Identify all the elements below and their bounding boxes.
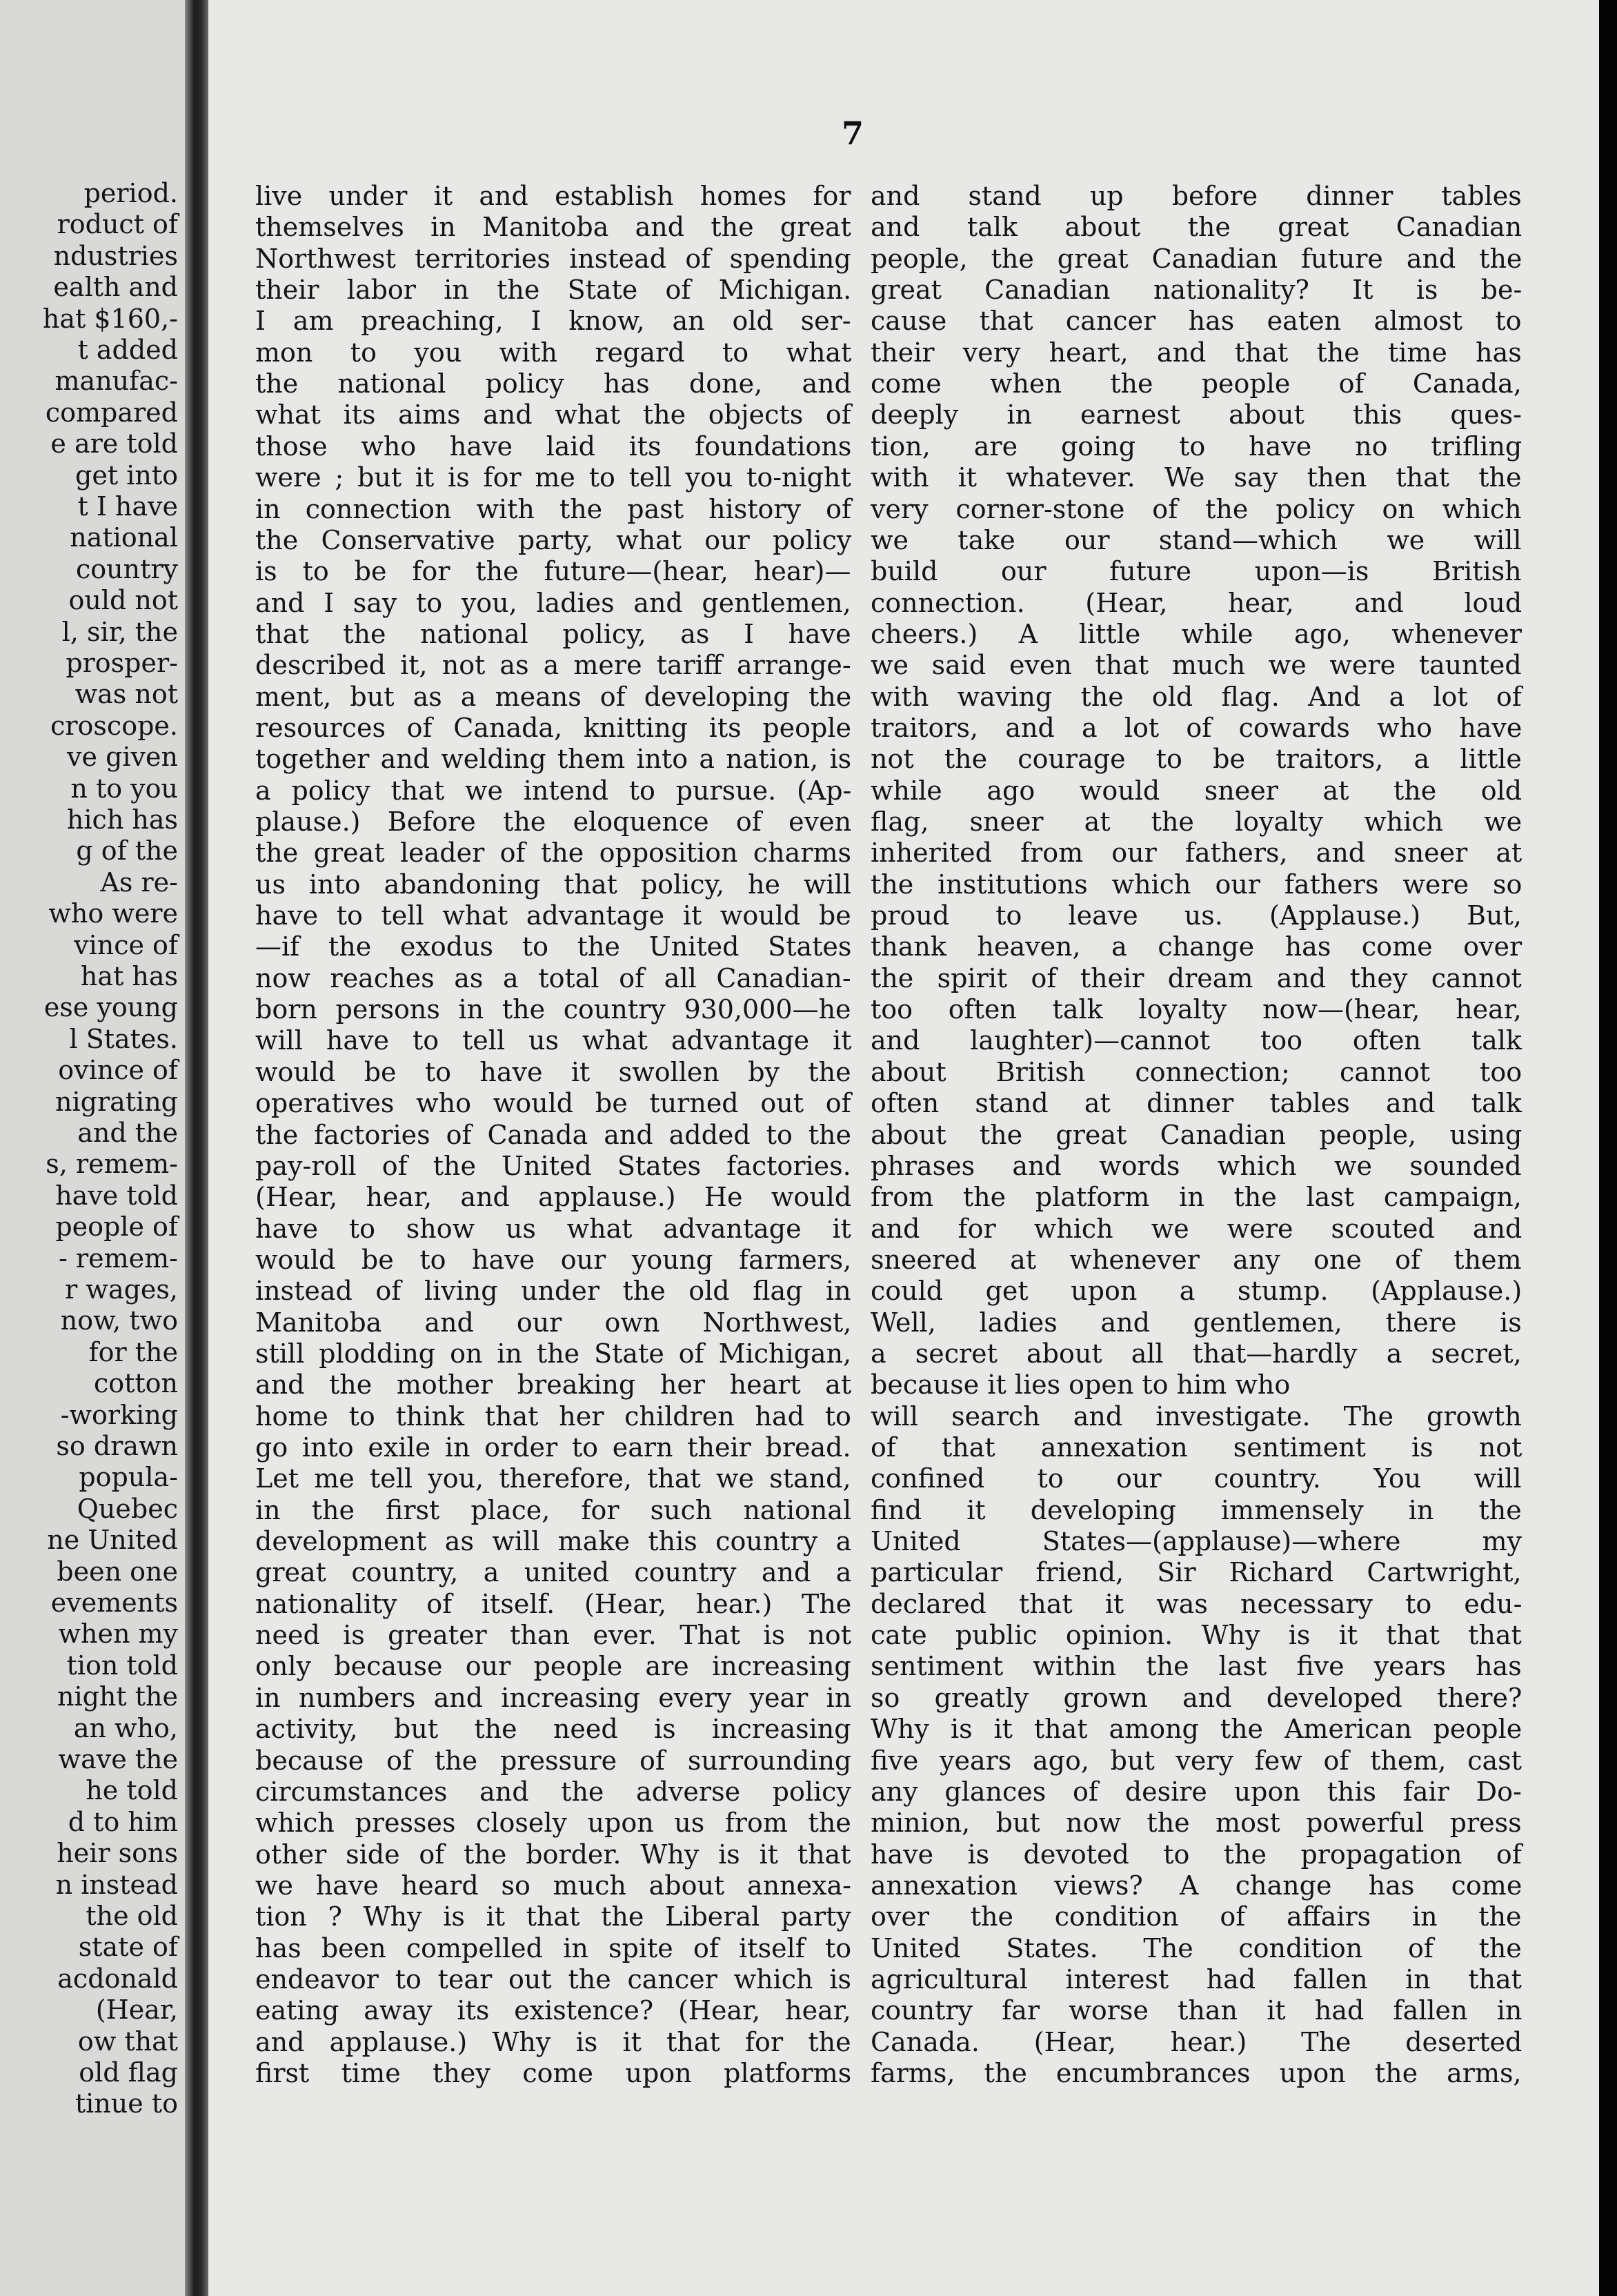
text-line: t added [77, 335, 178, 365]
text-line: which presses closely upon us from the [255, 1808, 851, 1838]
text-line: ow that [77, 2026, 178, 2057]
text-line: in connection with the past history of [255, 494, 852, 524]
text-line: go into exile in order to earn their bread. [255, 1432, 851, 1463]
text-line: compared [45, 397, 178, 428]
text-line: people, the great Canadian future and the [871, 244, 1522, 274]
text-line: with it whatever. We say then that the [871, 462, 1522, 493]
text-line: about British connection; cannot too [871, 1057, 1522, 1087]
text-line: period. [83, 178, 178, 208]
text-line: their labor in the State of Michigan. [255, 275, 852, 305]
text-line: ould not [68, 585, 178, 615]
text-line: have to show us what advantage it [255, 1214, 851, 1244]
previous-page [0, 0, 185, 2296]
text-line: farms, the encumbrances upon the arms, [871, 2058, 1522, 2088]
text-line: proud to leave us. (Applause.) But, [871, 900, 1522, 931]
text-line: live under it and establish homes for [255, 181, 851, 211]
text-line: the old [86, 1901, 178, 1931]
text-line: and the [77, 1118, 178, 1148]
text-line: because of the pressure of surrounding [255, 1745, 852, 1776]
text-line: and talk about the great Canadian [871, 212, 1522, 242]
text-line: sneered at whenever any one of them [871, 1245, 1522, 1275]
text-line: would be to have our young farmers, [255, 1245, 852, 1275]
text-line: born persons in the country 930,000—he [255, 994, 851, 1025]
text-line: about the great Canadian people, using [871, 1120, 1522, 1150]
text-line: plause.) Before the eloquence of even [255, 806, 852, 837]
text-line: inherited from our fathers, and sneer at [871, 838, 1522, 868]
text-line: manufac- [54, 366, 178, 396]
text-line: would be to have it swollen by the [255, 1057, 851, 1087]
text-line: and for which we were scouted and [871, 1214, 1522, 1244]
text-line: when my [58, 1619, 178, 1649]
text-line: that the national policy, as I have [255, 619, 851, 649]
text-line: evements [50, 1587, 178, 1618]
text-line: and the mother breaking her heart at [255, 1369, 852, 1400]
text-line: first time they come upon platforms [255, 2058, 852, 2088]
text-line: together and welding them into a nation, is [255, 744, 852, 774]
text-line: cotton [93, 1368, 178, 1398]
text-line: l, sir, the [61, 617, 178, 647]
text-line: resources of Canada, knitting its people [255, 713, 851, 743]
text-line: Canada. (Hear, hear.) The deserted [871, 2027, 1522, 2057]
text-line: the national policy has done, and [255, 368, 851, 399]
text-line: us into abandoning that policy, he will [255, 869, 851, 900]
text-line: mon to you with regard to what [255, 337, 852, 368]
page [208, 0, 1599, 2296]
text-line: flag, sneer at the loyalty which we [871, 806, 1522, 837]
text-line: were ; but it is for me to tell you to-night [255, 462, 851, 493]
text-line: only because our people are increasing [255, 1651, 851, 1681]
text-line: and applause.) Why is it that for the [255, 2027, 851, 2057]
text-line: need is greater than ever. That is not [255, 1620, 851, 1650]
text-line: d to him [68, 1807, 178, 1837]
text-line: ovince of [58, 1055, 178, 1085]
text-line: pay-roll of the United States factories. [255, 1151, 851, 1181]
text-line: Well, ladies and gentlemen, there is [871, 1307, 1522, 1338]
text-line: home to think that her children had to [255, 1401, 851, 1432]
text-line: United States—(applause)—where my [871, 1526, 1522, 1556]
text-line: the factories of Canada and added to the [255, 1120, 852, 1150]
text-line: tion told [66, 1650, 178, 1681]
text-line: (Hear, [95, 1995, 178, 2025]
book-gutter [185, 0, 208, 2296]
text-line: the Conservative party, what our policy [255, 525, 852, 555]
text-line: popula- [79, 1462, 178, 1492]
text-line: any glances of desire upon this fair Do- [871, 1777, 1522, 1807]
text-line: circumstances and the adverse policy [255, 1777, 851, 1807]
text-line: will have to tell us what advantage it [255, 1025, 852, 1056]
text-line: described it, not as a mere tariff arrange- [255, 650, 851, 680]
text-line: in the first place, for such national [255, 1495, 852, 1525]
text-line: Northwest territories instead of spending [255, 244, 851, 274]
text-line: declared that it was necessary to edu- [871, 1589, 1522, 1619]
text-line: we take our stand—which we will [871, 525, 1522, 555]
text-line: heir sons [57, 1838, 178, 1868]
text-line: I am preaching, I know, an old ser- [255, 306, 851, 336]
text-line: so greatly grown and developed there? [871, 1683, 1522, 1713]
text-line: a policy that we intend to pursue. (Ap- [255, 775, 852, 806]
text-line: very corner-stone of the policy on which [871, 494, 1522, 524]
text-line: tion, are going to have no trifling [871, 431, 1522, 462]
text-line: has been compelled in spite of itself to [255, 1933, 852, 1963]
text-line: we said even that much we were taunted [871, 650, 1522, 680]
text-line: an who, [73, 1713, 178, 1743]
text-line: confined to our country. You will [871, 1463, 1522, 1494]
text-line: tion ? Why is it that the Liberal party [255, 1901, 851, 1932]
text-line: state of [78, 1932, 178, 1962]
text-line: (Hear, hear, and applause.) He would [255, 1182, 852, 1212]
text-line: the great leader of the opposition charms [255, 838, 851, 868]
text-line: deeply in earnest about this ques- [871, 399, 1522, 430]
text-line: other side of the border. Why is it that [255, 1839, 851, 1870]
page-edge [1599, 0, 1617, 2296]
text-line: wave the [58, 1744, 178, 1774]
text-line: nigrating [55, 1087, 178, 1117]
text-line: n instead [55, 1870, 178, 1900]
text-line: themselves in Manitoba and the great [255, 212, 851, 242]
text-line: g of the [76, 835, 178, 866]
text-line: e are told [50, 428, 178, 459]
text-line: cate public opinion. Why is it that that [871, 1620, 1522, 1650]
text-line: r wages, [65, 1274, 178, 1305]
text-line: activity, but the need is increasing [255, 1714, 851, 1744]
text-line: Quebec [77, 1494, 178, 1524]
text-line: and I say to you, ladies and gentlemen, [255, 588, 851, 618]
text-line: night the [57, 1681, 178, 1712]
text-line: s, remem- [46, 1149, 178, 1179]
text-line: United States. The condition of the [871, 1933, 1522, 1963]
text-line: their very heart, and that the time has [871, 337, 1522, 368]
text-line: what its aims and what the objects of [255, 399, 851, 430]
text-line: over the condition of affairs in the [871, 1901, 1522, 1932]
text-line: now reaches as a total of all Canadian- [255, 963, 851, 993]
text-line: prosper- [66, 648, 178, 678]
text-line: great Canadian nationality? It is be- [871, 275, 1522, 305]
text-line: - remem- [59, 1243, 178, 1274]
text-line: hat has [80, 961, 178, 991]
text-line: build our future upon—is British [871, 556, 1522, 586]
text-line: particular friend, Sir Richard Cartwright, [871, 1557, 1522, 1587]
text-line: national [70, 522, 178, 553]
text-line: for the [88, 1337, 178, 1367]
text-line: ese young [43, 992, 178, 1022]
text-line: too often talk loyalty now—(hear, hear, [871, 994, 1522, 1025]
text-line: sentiment within the last five years has [871, 1651, 1522, 1681]
text-line: who were [48, 898, 178, 929]
text-line: country [75, 554, 178, 584]
text-line: was not [75, 679, 178, 709]
text-line: cheers.) A little while ago, whenever [871, 619, 1522, 649]
text-line: agricultural interest had fallen in that [871, 1964, 1522, 1995]
text-line: hat $160,- [42, 304, 178, 334]
text-line: and stand up before dinner tables [871, 181, 1522, 211]
text-line: croscope. [50, 711, 178, 741]
text-line: minion, but now the most powerful press [871, 1808, 1522, 1838]
text-line: ndustries [53, 241, 178, 271]
text-line: traitors, and a lot of cowards who have [871, 713, 1522, 743]
text-line: still plodding on in the State of Michigan, [255, 1338, 852, 1369]
text-line: connection. (Hear, hear, and loud [871, 588, 1522, 618]
text-line: so drawn [56, 1431, 178, 1461]
text-line: great country, a united country and a [255, 1557, 852, 1587]
text-line: not the courage to be traitors, a little [871, 744, 1522, 774]
text-line: get into [75, 460, 178, 491]
text-line: roduct of [57, 209, 178, 239]
text-line: thank heaven, a change has come over [871, 931, 1522, 962]
text-line: come when the people of Canada, [871, 368, 1522, 399]
text-line: old flag [79, 2057, 178, 2088]
text-line: instead of living under the old flag in [255, 1276, 851, 1306]
text-line: operatives who would be turned out of [255, 1088, 851, 1118]
text-line: from the platform in the last campaign, [871, 1182, 1522, 1212]
text-line: ne United [47, 1525, 178, 1555]
text-line: Why is it that among the American people [871, 1714, 1522, 1744]
text-line: people of [55, 1211, 178, 1242]
text-line: he told [86, 1775, 178, 1805]
text-line: t I have [77, 491, 178, 522]
text-line: often stand at dinner tables and talk [871, 1088, 1522, 1118]
text-line: Let me tell you, therefore, that we stand, [255, 1463, 851, 1494]
text-line: nationality of itself. (Hear, hear.) The [255, 1589, 852, 1619]
text-line: acdonald [57, 1963, 178, 1994]
text-line: and laughter)—cannot too often talk [871, 1025, 1522, 1056]
text-line: of that annexation sentiment is not [871, 1432, 1522, 1463]
text-line: those who have laid its foundations [255, 431, 852, 462]
text-line: phrases and words which we sounded [871, 1151, 1522, 1181]
text-line: eating away its existence? (Hear, hear, [255, 1995, 851, 2026]
text-line: cause that cancer has eaten almost to [871, 306, 1522, 336]
text-line: -working [60, 1400, 178, 1430]
text-line: been one [57, 1556, 178, 1587]
text-line: annexation views? A change has come [871, 1870, 1522, 1901]
text-line: ment, but as a means of developing the [255, 682, 852, 712]
text-line: we have heard so much about annexa- [255, 1870, 851, 1901]
text-line: tinue to [75, 2088, 178, 2119]
text-line: l States. [69, 1024, 178, 1054]
text-line: —if the exodus to the United States [255, 931, 852, 962]
text-line: while ago would sneer at the old [871, 775, 1522, 806]
text-line: country far worse than it had fallen in [871, 1995, 1522, 2026]
text-line: development as will make this country a [255, 1526, 852, 1556]
text-line: vince of [74, 930, 178, 960]
text-line: endeavor to tear out the cancer which is [255, 1964, 851, 1995]
text-line: As re- [100, 867, 178, 898]
text-line: could get upon a stump. (Applause.) [871, 1276, 1522, 1306]
text-line: ve given [67, 742, 178, 772]
text-line: with waving the old flag. And a lot of [871, 682, 1522, 712]
text-line: is to be for the future—(hear, hear)— [255, 556, 851, 586]
text-line: ealth and [53, 272, 178, 302]
text-line: a secret about all that—hardly a secret, [871, 1338, 1522, 1369]
text-line: have is devoted to the propagation of [871, 1839, 1522, 1870]
text-line: because it lies open to him who [871, 1369, 1291, 1400]
text-line: Manitoba and our own Northwest, [255, 1307, 852, 1338]
text-line: find it developing immensely in the [871, 1495, 1522, 1525]
text-line: n to you [70, 773, 178, 804]
text-line: now, two [60, 1305, 178, 1336]
text-line: in numbers and increasing every year in [255, 1683, 852, 1713]
text-line: hich has [66, 804, 178, 835]
text-line: five years ago, but very few of them, cast [871, 1745, 1522, 1776]
text-line: the institutions which our fathers were so [871, 869, 1522, 900]
text-line: will search and investigate. The growth [871, 1401, 1522, 1432]
text-line: have told [55, 1180, 178, 1211]
text-line: have to tell what advantage it would be [255, 900, 851, 931]
text-line: the spirit of their dream and they cannot [871, 963, 1522, 993]
page-number: 7 [841, 115, 864, 152]
